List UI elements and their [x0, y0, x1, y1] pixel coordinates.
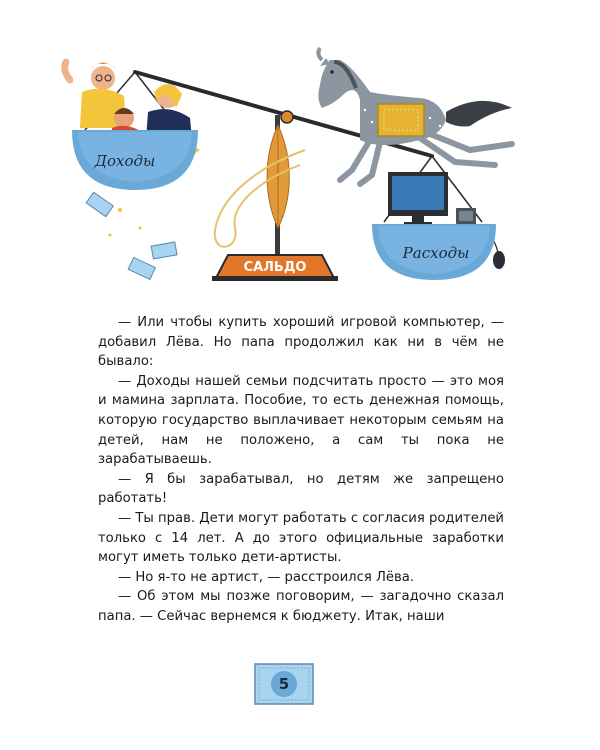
- horse-figure: [318, 48, 512, 184]
- page-number: 5: [278, 675, 290, 693]
- paragraph: — Но я-то не артист, — расстроился Лёва.: [118, 569, 415, 585]
- paragraph: — Ты прав. Дети могут работать с согласия родителей только с 14 лет. А до этого официальные заработки могут иметь только дети-артисты.: [98, 510, 504, 566]
- balance-scale-illustration: [0, 0, 600, 300]
- paragraph: — Об этом мы позже поговорим, — загадочно сказал папа. — Сейчас вернемся к бюджету. Итак, наши: [98, 589, 504, 624]
- scale-pivot: [281, 111, 293, 123]
- paragraph: — Я бы зарабатывал, но детям же запрещено работать!: [98, 471, 504, 507]
- income-pan-label: Доходы: [94, 152, 156, 170]
- banknotes: [86, 192, 177, 279]
- base-label: САЛЬДО: [243, 260, 307, 275]
- paragraph: — Или чтобы купить хороший игровой компьютер, — добавил Лёва. Но папа продолжил как ни в чём не бывало:: [98, 315, 504, 370]
- page-number-badge: [253, 662, 315, 706]
- expenses-pan-label: Расходы: [402, 244, 470, 262]
- paragraph: — Доходы нашей семьи подсчитать просто — это моя и мамина зарплата. Пособие, то есть денежная помощь, которую государство выплачивает некоторым семьям на детей, нам не положено, а сам ты пока не зарабатываешь.: [98, 373, 504, 468]
- rope: [215, 150, 305, 247]
- body-text: [98, 313, 504, 627]
